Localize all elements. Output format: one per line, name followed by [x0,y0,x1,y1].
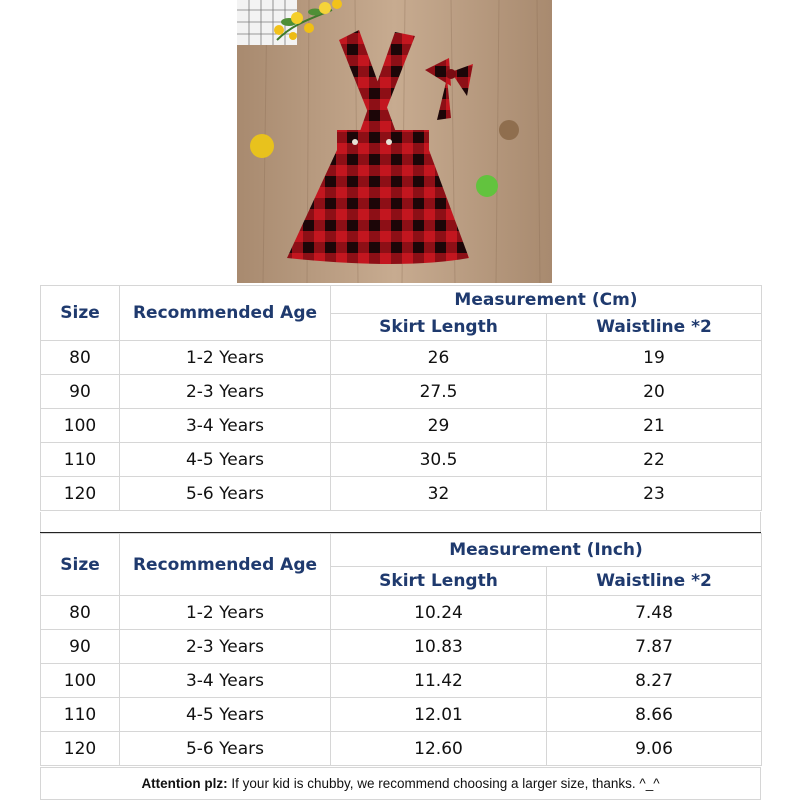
size-cell: 90 [41,375,120,409]
table-row [41,341,762,375]
yellow-yarn-ball [250,134,274,158]
size-chart-cm [40,285,762,511]
size-cell: 100 [41,664,120,698]
waist-cell: 21 [547,409,762,443]
brown-yarn-ball [499,120,519,140]
size-cell: 120 [41,732,120,766]
size-cell: 90 [41,630,120,664]
waist-cell: 8.27 [547,664,762,698]
waist-cell: 22 [547,443,762,477]
skirt-cell: 12.01 [331,698,547,732]
age-header: Recommended Age [120,534,331,596]
skirt-cell: 11.42 [331,664,547,698]
product-photo-illustration [237,0,552,283]
skirt-cell: 26 [331,341,547,375]
skirt-cell: 10.24 [331,596,547,630]
age-cell: 1-2 Years [120,596,331,630]
waist-cell: 20 [547,375,762,409]
age-header: Recommended Age [120,286,331,341]
waistline-header: Waistline *2 [547,567,762,596]
table-row [41,409,762,443]
age-cell: 2-3 Years [120,630,331,664]
measurement-header: Measurement (Inch) [331,534,762,567]
age-cell: 5-6 Years [120,477,331,511]
age-cell: 4-5 Years [120,698,331,732]
table-row [41,477,762,511]
table-row [41,630,762,664]
size-header: Size [41,286,120,341]
waistline-header: Waistline *2 [547,314,762,341]
size-cell: 100 [41,409,120,443]
age-cell: 2-3 Years [120,375,331,409]
size-cell: 80 [41,596,120,630]
age-cell: 1-2 Years [120,341,331,375]
table-row [41,664,762,698]
skirt-cell: 32 [331,477,547,511]
skirt-cell: 10.83 [331,630,547,664]
green-yarn-ball [476,175,498,197]
measurement-header: Measurement (Cm) [331,286,762,314]
attention-note [40,767,761,800]
product-photo [237,0,552,283]
table-row [41,443,762,477]
waist-cell: 23 [547,477,762,511]
skirt-length-header: Skirt Length [331,314,547,341]
table-spacer [40,512,761,532]
age-cell: 5-6 Years [120,732,331,766]
skirt-length-header: Skirt Length [331,567,547,596]
table-row [41,375,762,409]
size-chart-inch [40,533,762,766]
table-row [41,732,762,766]
age-cell: 3-4 Years [120,664,331,698]
size-header: Size [41,534,120,596]
skirt-cell: 12.60 [331,732,547,766]
waist-cell: 8.66 [547,698,762,732]
skirt-cell: 27.5 [331,375,547,409]
size-cell: 80 [41,341,120,375]
table-row [41,596,762,630]
attention-text: If your kid is chubby, we recommend choosing a larger size, thanks. ^_^ [227,776,660,791]
waist-cell: 7.87 [547,630,762,664]
skirt-cell: 29 [331,409,547,443]
age-cell: 3-4 Years [120,409,331,443]
waist-cell: 9.06 [547,732,762,766]
waist-cell: 19 [547,341,762,375]
attention-label: Attention plz: [141,776,228,791]
size-cell: 110 [41,443,120,477]
size-cell: 120 [41,477,120,511]
skirt-cell: 30.5 [331,443,547,477]
table-row [41,698,762,732]
size-cell: 110 [41,698,120,732]
waist-cell: 7.48 [547,596,762,630]
age-cell: 4-5 Years [120,443,331,477]
